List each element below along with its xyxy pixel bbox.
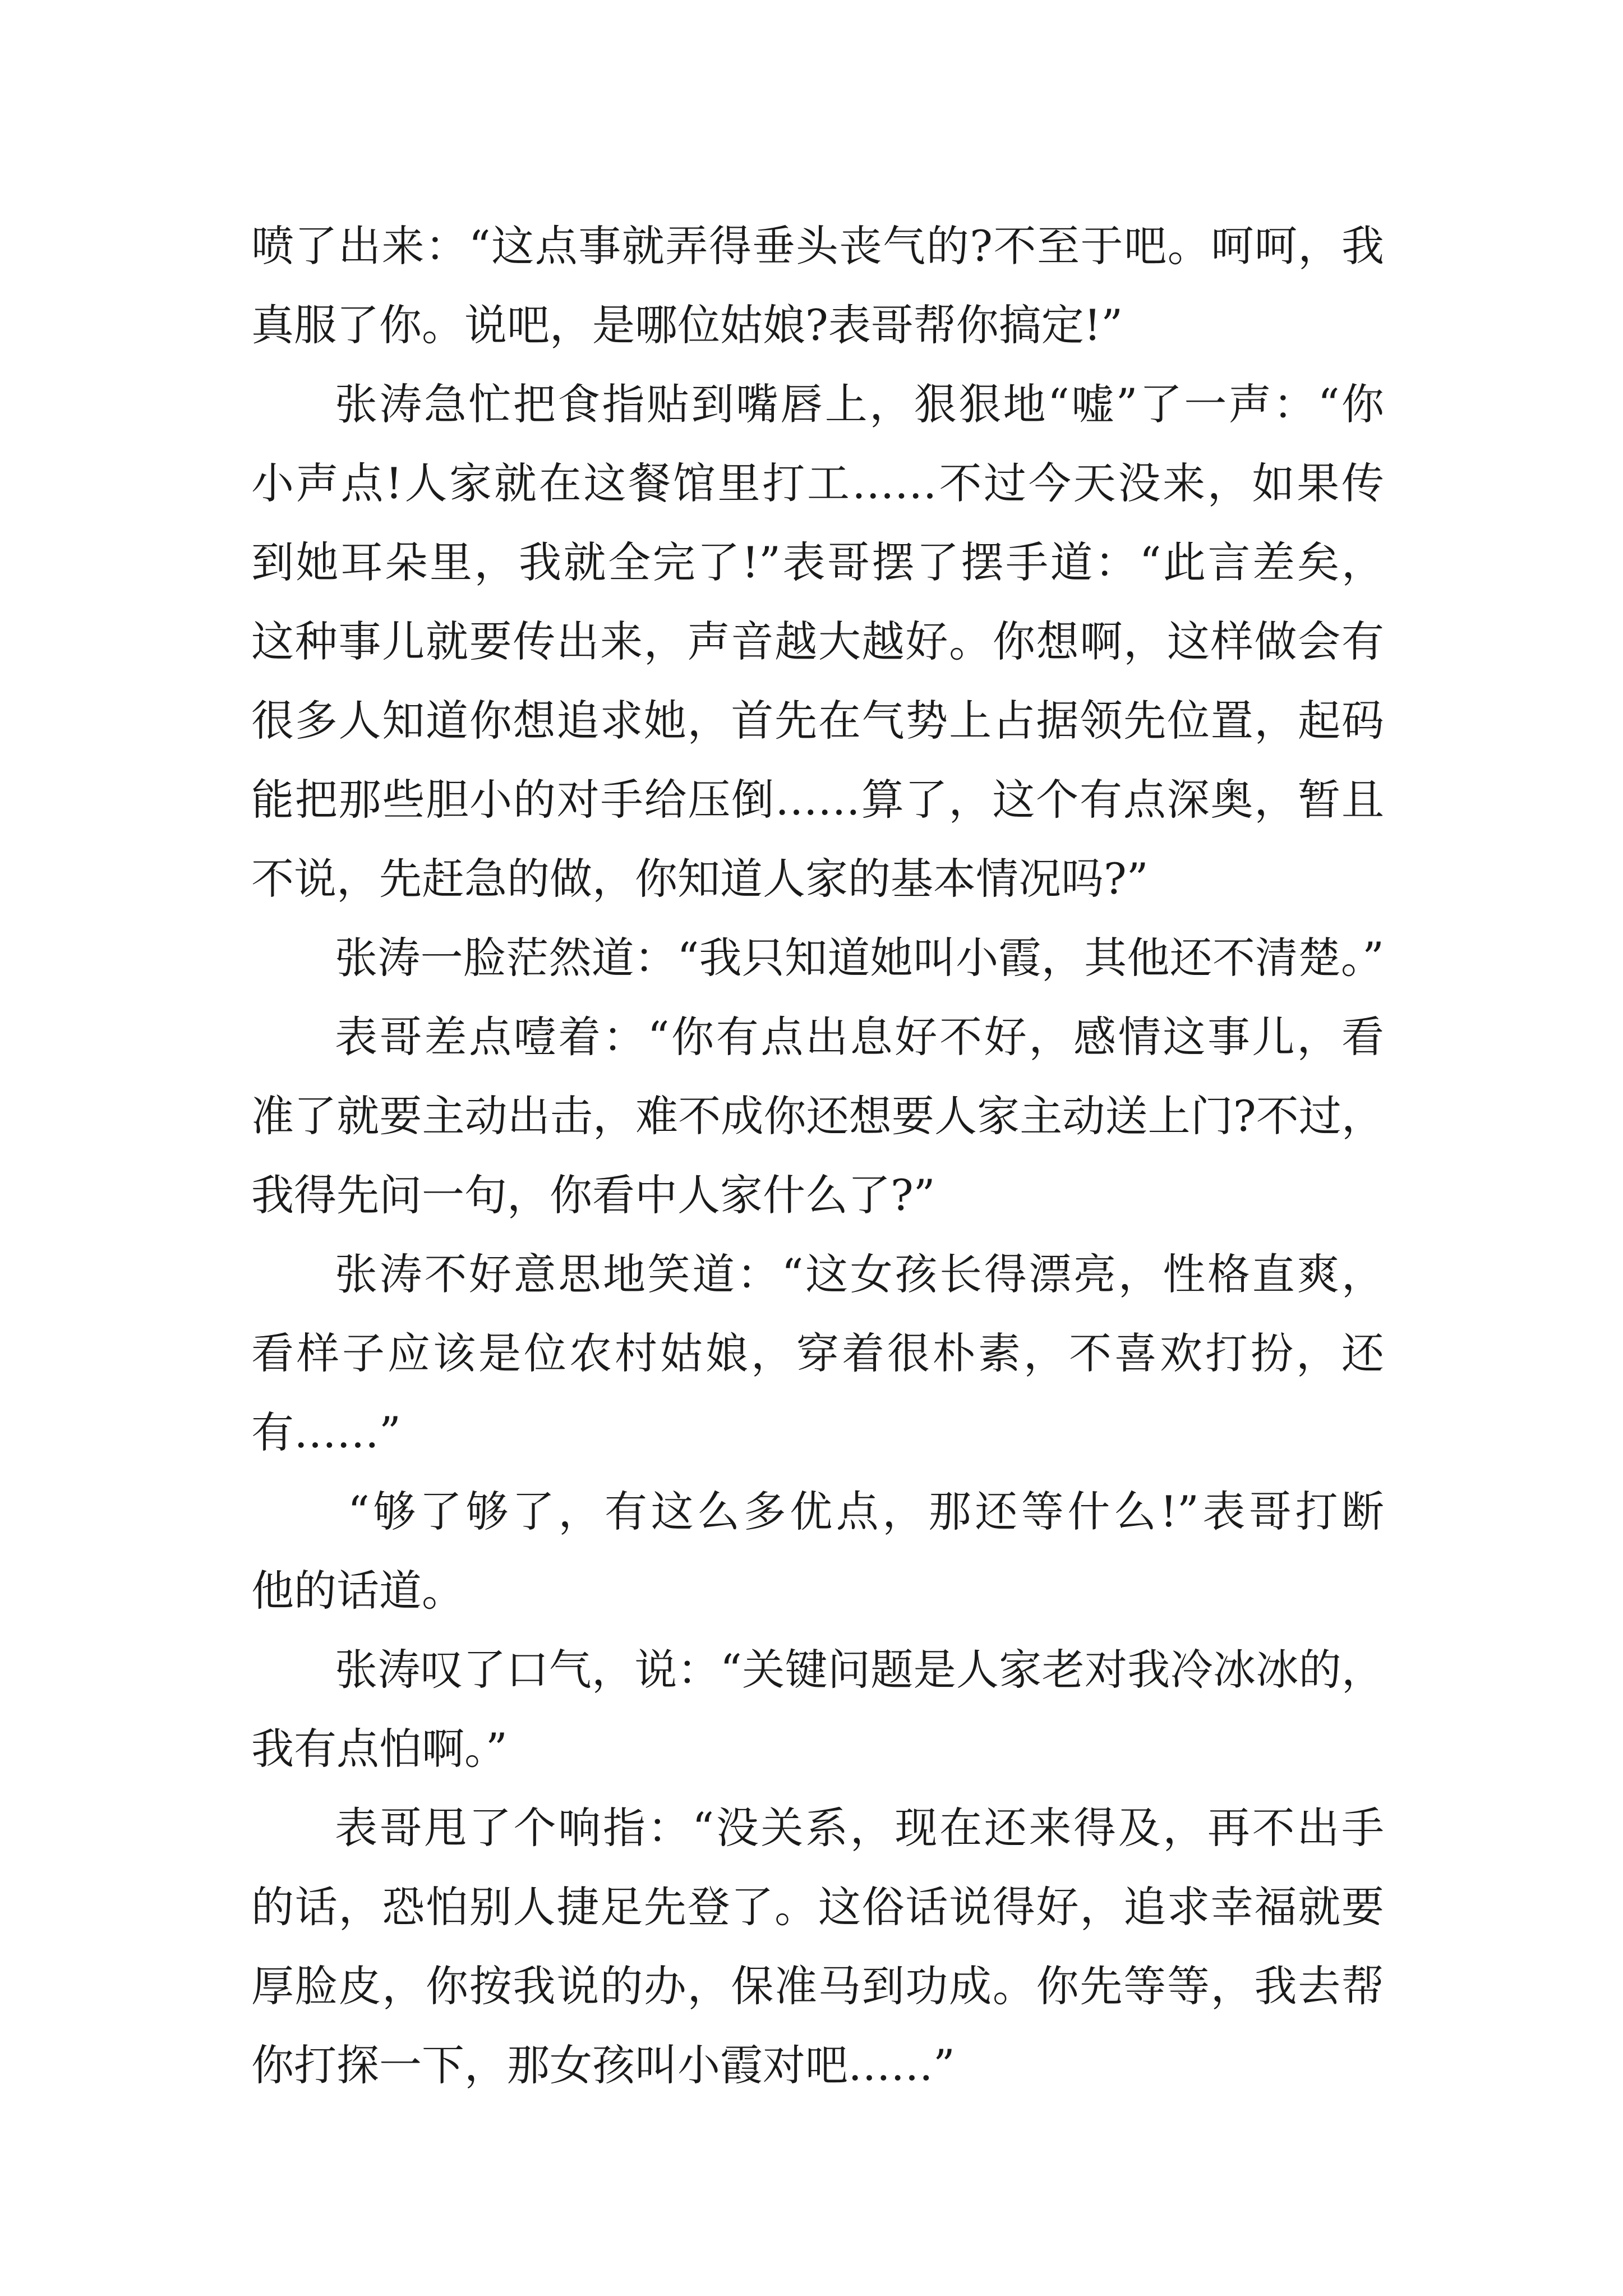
text-line: 的话，恐怕别人捷足先登了。这俗话说得好，追求幸福就要: [251, 1882, 1384, 1932]
text-line: 他的话道。: [251, 1566, 464, 1616]
text-line: 能把那些胆小的对手给压倒……算了，这个有点深奥，暂且: [251, 775, 1384, 825]
text-line: 看样子应该是位农村姑娘，穿着很朴素，不喜欢打扮，还: [251, 1328, 1384, 1378]
paragraph-first-line: 表哥差点噎着：“你有点出息好不好，感情这事儿，看: [335, 1012, 1384, 1062]
text-line: 厚脸皮，你按我说的办，保准马到功成。你先等等，我去帮: [251, 1961, 1384, 2011]
text-line: 真服了你。说吧，是哪位姑娘?表哥帮你搞定!”: [251, 300, 1123, 350]
paragraph-first-line: 张涛叹了口气，说：“关键问题是人家老对我冷冰冰的，: [335, 1645, 1384, 1695]
text-line: 有……”: [251, 1407, 401, 1457]
text-line: 我有点怕啊。”: [251, 1724, 508, 1774]
paragraph-first-line: 张涛急忙把食指贴到嘴唇上，狠狠地“嘘”了一声：“你: [335, 379, 1384, 429]
paragraph-first-line: 张涛一脸茫然道：“我只知道她叫小霞，其他还不清楚。”: [335, 933, 1384, 983]
text-line: 小声点!人家就在这餐馆里打工……不过今天没来，如果传: [251, 458, 1384, 508]
text-line: 不说，先赶急的做，你知道人家的基本情况吗?”: [251, 854, 1149, 904]
text-line: 准了就要主动出击，难不成你还想要人家主动送上门?不过，: [251, 1091, 1384, 1141]
text-line: 到她耳朵里，我就全完了!”表哥摆了摆手道：“此言差矣，: [251, 537, 1384, 587]
text-line: 这种事儿就要传出来，声音越大越好。你想啊，这样做会有: [251, 616, 1384, 666]
text-line: 很多人知道你想追求她，首先在气势上占据领先位置，起码: [251, 696, 1384, 746]
paragraph-first-line: 表哥甩了个响指：“没关系，现在还来得及，再不出手: [335, 1803, 1384, 1853]
text-line: 你打探一下，那女孩叫小霞对吧……”: [251, 2040, 955, 2090]
paragraph-first-line: “够了够了，有这么多优点，那还等什么!”表哥打断: [348, 1487, 1384, 1536]
text-line: 我得先问一句，你看中人家什么了?”: [251, 1170, 935, 1220]
text-line: 喷了出来：“这点事就弄得垂头丧气的?不至于吧。呵呵，我: [251, 221, 1384, 271]
paragraph-first-line: 张涛不好意思地笑道：“这女孩长得漂亮，性格直爽，: [335, 1249, 1384, 1299]
